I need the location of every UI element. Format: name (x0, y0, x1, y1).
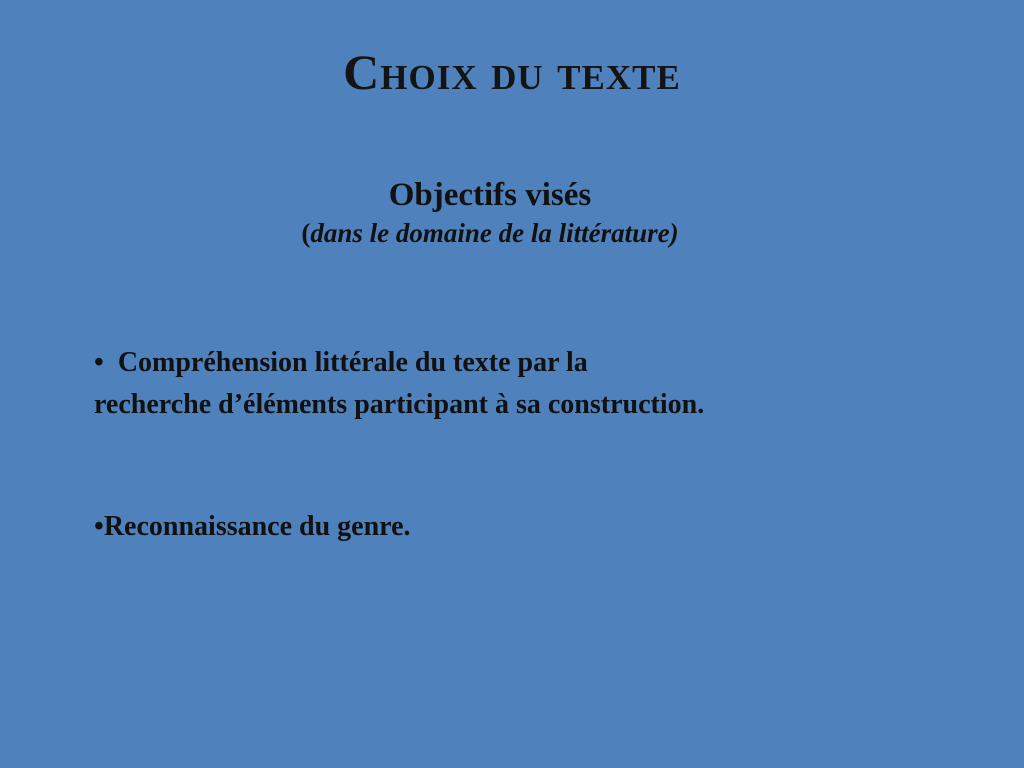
note-close-paren: ) (669, 218, 679, 248)
bullet-glyph: • (94, 511, 104, 542)
subtitle-block (90, 174, 890, 250)
subtitle-note (90, 216, 890, 250)
bullet-text-line-2: recherche d’éléments participant à sa construction. (94, 389, 705, 420)
bullet-list (94, 342, 954, 548)
bullet-line-1 (94, 342, 954, 384)
note-text: dans le domaine de la littérature (310, 218, 670, 248)
bullet-item-genre (94, 506, 954, 548)
bullet-item-comprehension (94, 342, 954, 426)
subtitle-heading: Objectifs visés (388, 177, 592, 213)
bullet-text: Reconnaissance du genre. (103, 511, 411, 542)
slide-title: Choix du texte (343, 44, 681, 100)
bullet-glyph: • (94, 347, 104, 378)
bullet-text-line-1: Compréhension littérale du texte par la (117, 347, 588, 378)
note-open-paren: ( (301, 218, 311, 248)
